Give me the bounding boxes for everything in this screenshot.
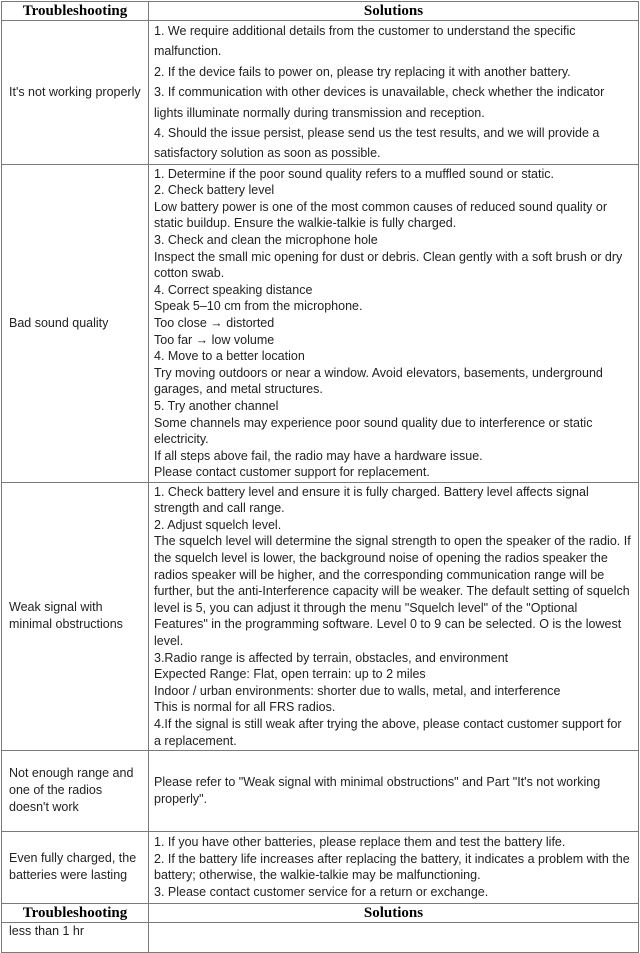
table-header-row-repeat: [2, 903, 639, 922]
solution-line: 1. We require additional details from the customer to understand the specific malfunction.: [154, 24, 576, 59]
solution-line: 3. Please contact customer service for a return or exchange.: [154, 884, 489, 899]
table-row: [2, 831, 639, 903]
troubleshooting-table: [1, 1, 639, 953]
header-troubleshooting-repeat: Troubleshooting: [2, 903, 149, 922]
solution-line: 4. Move to a better location: [154, 349, 305, 364]
solution-line: 3. Check and clean the microphone hole: [154, 233, 378, 248]
solution-line: 1. Check battery level and ensure it is fully charged. Battery level affects signal strength and call range.: [154, 484, 589, 516]
solution-line: 4.If the signal is still weak after trying the above, please contact customer support for a replacement.: [154, 716, 622, 748]
solution-line: 3.Radio range is affected by terrain, obstacles, and environment: [154, 650, 509, 665]
solution-line: If all steps above fail, the radio may have a hardware issue.: [154, 448, 483, 463]
solution-cell: [149, 750, 639, 831]
solution-line: Indoor / urban environments: shorter due to walls, metal, and interference: [154, 683, 561, 698]
issue-cell: less than 1 hr: [2, 922, 149, 952]
solution-line: Please refer to "Weak signal with minimal obstructions" and Part "It's not working properly".: [154, 775, 601, 806]
issue-cell: Weak signal with minimal obstructions: [2, 482, 149, 750]
table-row: [2, 922, 639, 952]
issue-cell: Bad sound quality: [2, 164, 149, 482]
solution-line: Low battery power is one of the most common causes of reduced sound quality or static buildup. Ensure the walkie-talkie is fully charged.: [154, 199, 608, 231]
issue-cell: It's not working properly: [2, 21, 149, 165]
solution-line: 3. If communication with other devices is unavailable, check whether the indicator lights illuminate normally during transmission and reception.: [154, 85, 605, 120]
table-row: [2, 482, 639, 750]
solution-line: Too close → distorted: [154, 316, 275, 331]
solution-line: 2. Check battery level: [154, 183, 275, 198]
solution-line: 5. Try another channel: [154, 399, 279, 414]
header-troubleshooting: Troubleshooting: [2, 2, 149, 21]
solution-line: 4. Should the issue persist, please send us the test results, and we will provide a satisfactory solution as soon as possible.: [154, 126, 600, 161]
table-row: [2, 750, 639, 831]
table-row: [2, 21, 639, 165]
solution-line: Please contact customer support for replacement.: [154, 465, 430, 480]
issue-cell: Not enough range and one of the radios doesn't work: [2, 750, 149, 831]
solution-line: Inspect the small mic opening for dust or debris. Clean gently with a soft brush or dry cotton swab.: [154, 249, 623, 281]
table-header-row: [2, 2, 639, 21]
solution-line: Expected Range: Flat, open terrain: up to 2 miles: [154, 667, 426, 682]
solution-line: 1. Determine if the poor sound quality refers to a muffled sound or static.: [154, 166, 554, 181]
solution-line: 1. If you have other batteries, please replace them and test the battery life.: [154, 835, 566, 850]
solution-line: 2. If the battery life increases after replacing the battery, it indicates a problem with the battery; otherwise, the walkie-talkie may be malfunctioning.: [154, 851, 630, 883]
solution-line: 2. Adjust squelch level.: [154, 517, 282, 532]
header-solutions: Solutions: [149, 2, 639, 21]
solution-line: Speak 5–10 cm from the microphone.: [154, 299, 363, 314]
solution-line: This is normal for all FRS radios.: [154, 700, 336, 715]
troubleshooting-page: [1, 1, 638, 953]
solution-line: Try moving outdoors or near a window. Avoid elevators, basements, underground garages, and metal structures.: [154, 365, 603, 397]
solution-line: Some channels may experience poor sound quality due to interference or static electricity.: [154, 415, 593, 447]
header-solutions-repeat: Solutions: [149, 903, 639, 922]
solution-cell: [149, 164, 639, 482]
solution-cell: [149, 482, 639, 750]
issue-cell: Even fully charged, the batteries were lasting: [2, 831, 149, 903]
solution-cell: [149, 21, 639, 165]
solution-cell: [149, 831, 639, 903]
solution-cell: [149, 922, 639, 952]
table-row: [2, 164, 639, 482]
solution-line: 2. If the device fails to power on, please try replacing it with another battery.: [154, 64, 571, 79]
solution-line: Too far → low volume: [154, 332, 275, 347]
solution-line: 4. Correct speaking distance: [154, 282, 313, 297]
solution-line: The squelch level will determine the signal strength to open the speaker of the radio. If the squelch level is lower, the background noise of opening the radios speaker the radios speaker will be higher, and the corresponding communication range will be further, but the anti-Interference capacity will be weaker. The default setting of squelch level is 5, you can adjust it through the menu "Squelch level" of the "Optional Features" in the programming software. Level 0 to 9 can be selected. O is the lowest level.: [154, 534, 631, 648]
